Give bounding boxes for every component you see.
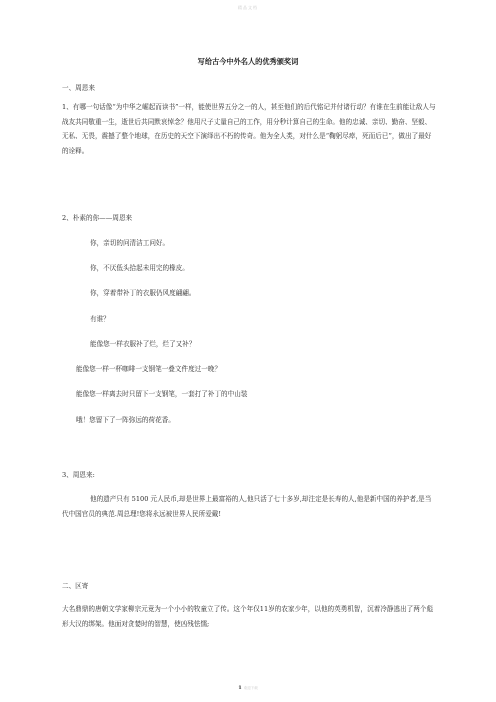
poem-line: 你，穿着带补丁的衣服仍风度翩翩。	[90, 289, 196, 297]
poem-line: 有谁？	[90, 315, 110, 323]
section-heading-1: 一、周恩来	[62, 84, 95, 92]
header-watermark: 精品文档	[238, 5, 258, 10]
poem-line: 能像您一样离去时只留下一支钢笔，一套打了补丁的中山装	[76, 390, 248, 398]
subsection-heading-2: 2、朴素的你——周恩来	[62, 214, 133, 222]
page-footer	[0, 685, 496, 691]
section-heading-2: 二、区寄	[62, 582, 89, 590]
poem-line: 能像您一样衣服补了烂，烂了又补？	[90, 340, 196, 348]
footer-watermark: 欢迎下载	[243, 686, 258, 690]
paragraph-3: 他的遗产只有 5100 元人民币,却是世界上最富裕的人,他只活了七十多岁,却注定是长寿的人,他是新中国的养护者,是当代中国官员的典范.周总理!您将永远被世界人民所爱戴!	[62, 495, 432, 518]
poem-line: 能像您一样一杯咖啡一支钢笔一叠文件度过一晚？	[76, 365, 222, 373]
poem-line: 你，不厌低头拾起未用完的橡皮。	[90, 264, 189, 272]
page-number: 1	[238, 685, 242, 691]
paragraph-1: 1、有哪一句话像“为中华之崛起而读书”一样，能使世界五分之一的人，甚至他们的后代铭记并付诸行动？有谁在生前能让敌人与战友共同敬重一生，逝世后共同默哀悼念？他用尺子丈量自己的工作，用分秒计算自己的生命。他的忠诚、亲切、勤奋、坚毅、无私、无畏，震撼了整个地球，在历史的天空下演绎出不朽的传奇。他为全人类，对什么是“鞠躬尽瘁，死而后已”，做出了最好的诠释。	[62, 103, 436, 155]
poem-line: 你，亲切的问清洁工问好。	[90, 239, 170, 247]
subsection-heading-3: 3、周恩来:	[62, 471, 95, 479]
paragraph-4: 大名鼎鼎的唐朝文学家柳宗元竟为一个小小的牧童立了传。这个年仅11岁的农家少年，以他的英勇机智，沉着冷静逃出了两个彪形大汉的绑架。他面对贪婪时的智慧，使凶残怯懦;	[62, 605, 434, 628]
poem-line: 哦！您留下了一阵弥远的荷花香。	[76, 416, 175, 424]
document-title: 写给古今中外名人的优秀颁奖词	[197, 57, 299, 66]
